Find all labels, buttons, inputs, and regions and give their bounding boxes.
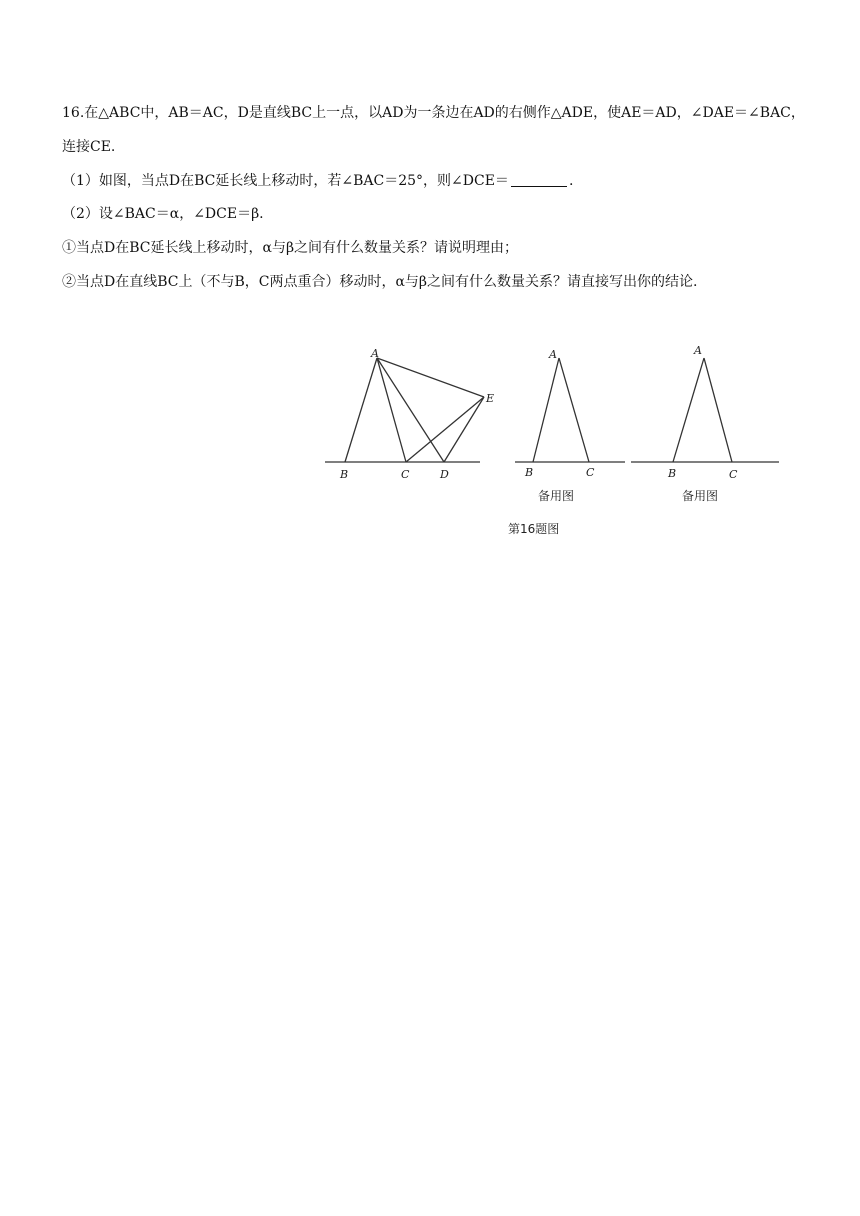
segment-AC — [377, 358, 406, 462]
label-A: A — [549, 348, 557, 361]
label-A: A — [694, 344, 702, 357]
answer-blank[interactable] — [511, 172, 567, 187]
problem-statement-line2: 连接CE. — [62, 139, 116, 155]
main-figure — [320, 340, 500, 485]
label-D: D — [440, 468, 449, 481]
question-2: （2）设∠BAC＝α，∠DCE＝β. — [62, 206, 264, 222]
label-E: E — [486, 392, 495, 405]
spare-figure-2 — [628, 340, 783, 485]
segment-AB — [673, 358, 704, 462]
problem-number: 16. — [62, 105, 85, 121]
question-2-part-1: ①当点D在BC延长线上移动时，α与β之间有什么数量关系？请说明理由； — [62, 240, 519, 256]
label-B: B — [340, 468, 349, 481]
question-1-end: . — [568, 173, 574, 189]
spare-figure-1 — [510, 340, 630, 485]
label-C: C — [401, 468, 410, 481]
segment-DE — [444, 397, 484, 462]
segment-AE — [377, 358, 484, 397]
question-1 — [62, 171, 573, 191]
question-2-part-2: ②当点D在直线BC上（不与B，C两点重合）移动时，α与β之间有什么数量关系？请直接写出你的结论. — [62, 274, 698, 290]
problem-statement-line1 — [62, 103, 805, 123]
segment-AB — [533, 358, 559, 462]
question-1-text: （1）如图，当点D在BC延长线上移动时，若∠BAC＝25°，则∠DCE＝ — [62, 173, 509, 189]
spare-figure-2-caption: 备用图 — [682, 489, 719, 503]
label-C: C — [729, 468, 738, 481]
segment-AC — [704, 358, 732, 462]
label-A: A — [371, 347, 379, 360]
segment-CE — [406, 397, 484, 462]
label-B: B — [668, 467, 677, 480]
segment-AD — [377, 358, 444, 462]
label-C: C — [586, 466, 595, 479]
figure-caption: 第16题图 — [508, 522, 560, 536]
segment-AB — [345, 358, 377, 462]
label-B: B — [525, 466, 534, 479]
problem-text-line1: 在△ABC中，AB＝AC，D是直线BC上一点，以AD为一条边在AD的右侧作△ADE，使AE＝AD，∠DAE＝∠BAC， — [84, 105, 805, 121]
spare-figure-1-caption: 备用图 — [538, 489, 575, 503]
segment-AC — [559, 358, 589, 462]
